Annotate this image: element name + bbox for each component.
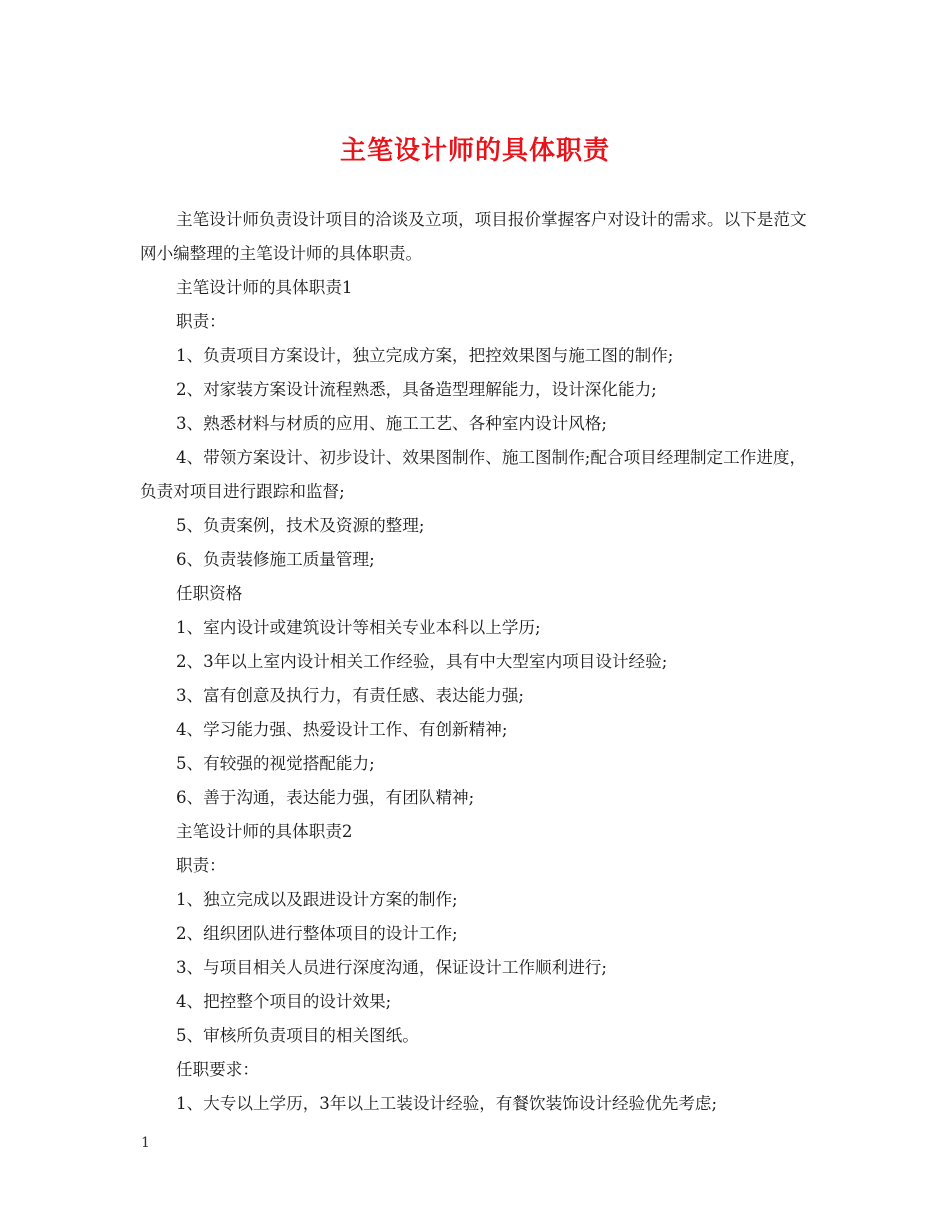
duty-item: 5、审核所负责项目的相关图纸。 <box>176 1026 419 1045</box>
qualification-item: 6、善于沟通，表达能力强，有团队精神; <box>176 788 475 807</box>
section-heading-2: 主笔设计师的具体职责2 <box>176 822 353 841</box>
requirement-item: 1、大专以上学历，3年以上工装设计经验，有餐饮装饰设计经验优先考虑; <box>176 1094 718 1113</box>
duty-item: 4、把控整个项目的设计效果; <box>176 992 392 1011</box>
page-number: 1 <box>141 1135 150 1151</box>
qualification-item: 4、学习能力强、热爱设计工作、有创新精神; <box>176 720 508 739</box>
duty-item: 3、熟悉材料与材质的应用、施工工艺、各种室内设计风格; <box>176 414 607 433</box>
qualification-item: 2、3年以上室内设计相关工作经验，具有中大型室内项目设计经验; <box>176 652 668 671</box>
duty-item: 1、负责项目方案设计，独立完成方案，把控效果图与施工图的制作; <box>176 346 674 365</box>
duty-item: 5、负责案例，技术及资源的整理; <box>176 516 425 535</box>
duties-label-2: 职责： <box>176 856 226 875</box>
intro-paragraph: 主笔设计师负责设计项目的洽谈及立项，项目报价掌握客户对设计的需求。以下是范文网小编整理的主笔设计师的具体职责。 <box>140 210 807 263</box>
document-title: 主笔设计师的具体职责 <box>339 136 610 166</box>
duty-item: 2、组织团队进行整体项目的设计工作; <box>176 924 458 943</box>
duty-item: 1、独立完成以及跟进设计方案的制作; <box>176 890 458 909</box>
duty-item: 3、与项目相关人员进行深度沟通，保证设计工作顺利进行; <box>176 958 607 977</box>
qualification-item: 5、有较强的视觉搭配能力; <box>176 754 375 773</box>
qualification-item: 3、富有创意及执行力，有责任感、表达能力强; <box>176 686 525 705</box>
qualifications-label: 任职资格 <box>176 584 243 603</box>
qualification-item: 1、室内设计或建筑设计等相关专业本科以上学历; <box>176 618 541 637</box>
duty-item: 6、负责装修施工质量管理; <box>176 550 375 569</box>
duty-item: 2、对家装方案设计流程熟悉，具备造型理解能力，设计深化能力; <box>176 380 657 399</box>
duty-item: 4、带领方案设计、初步设计、效果图制作、施工图制作;配合项目经理制定工作进度，负责对项目进行跟踪和监督; <box>140 448 807 501</box>
duties-label-1: 职责： <box>176 312 226 331</box>
section-heading-1: 主笔设计师的具体职责1 <box>176 278 353 297</box>
requirements-label: 任职要求： <box>176 1060 259 1079</box>
document-body <box>140 203 812 1121</box>
